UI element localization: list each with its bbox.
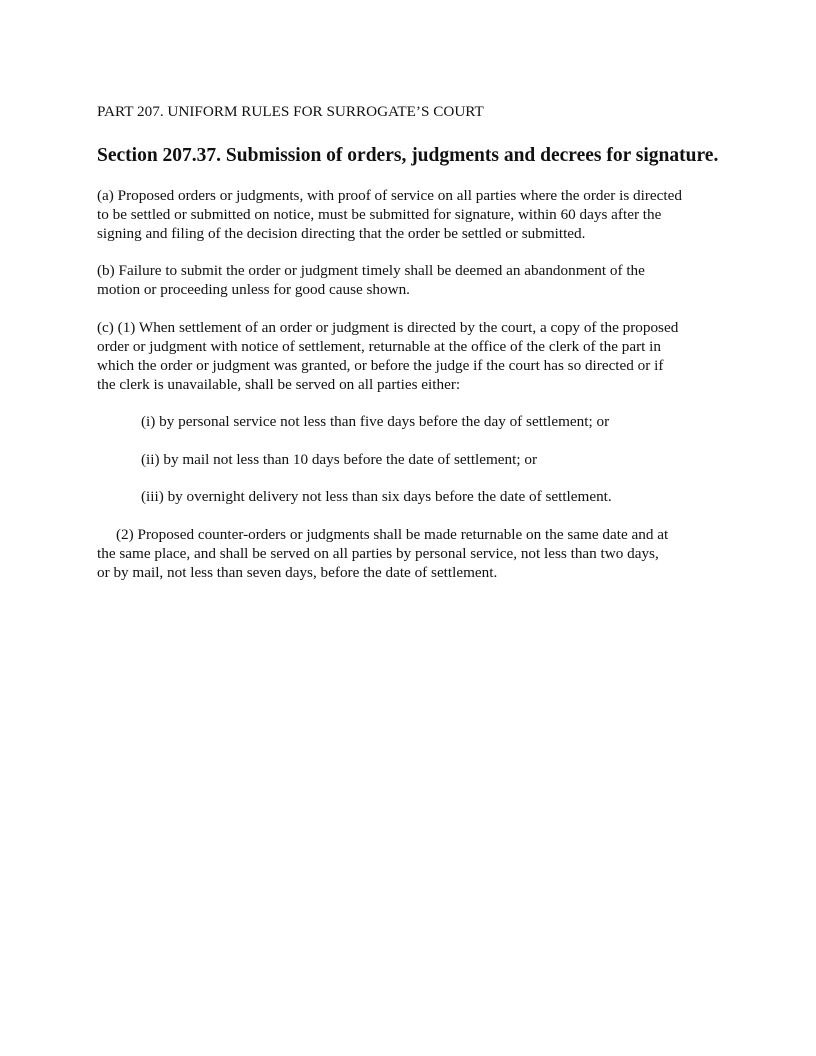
paragraph-line: (b) Failure to submit the order or judgment timely shall be deemed an abandonment of the	[97, 262, 645, 279]
list-item: (i) by personal service not less than five days before the day of settlement; or	[141, 413, 610, 430]
part-heading: PART 207. UNIFORM RULES FOR SURROGATE’S COURT	[97, 103, 484, 120]
paragraph-line: the clerk is unavailable, shall be served on all parties either:	[97, 376, 461, 393]
paragraph-line: (2) Proposed counter-orders or judgments shall be made returnable on the same date and at	[116, 526, 669, 543]
paragraph-line: or by mail, not less than seven days, before the date of settlement.	[97, 564, 498, 581]
list-item: (iii) by overnight delivery not less than six days before the date of settlement.	[141, 488, 612, 505]
paragraph-line: order or judgment with notice of settlement, returnable at the office of the clerk of the part in	[97, 338, 661, 355]
paragraph-line: signing and filing of the decision directing that the order be settled or submitted.	[97, 225, 586, 242]
section-title: Section 207.37. Submission of orders, judgments and decrees for signature.	[97, 145, 719, 166]
list-item: (ii) by mail not less than 10 days before the date of settlement; or	[141, 451, 538, 468]
paragraph-line: motion or proceeding unless for good cause shown.	[97, 281, 410, 298]
paragraph-line: (c) (1) When settlement of an order or judgment is directed by the court, a copy of the proposed	[97, 319, 679, 336]
paragraph-line: the same place, and shall be served on all parties by personal service, not less than two days,	[97, 545, 659, 562]
paragraph-line: which the order or judgment was granted, or before the judge if the court has so directed or if	[97, 357, 664, 374]
paragraph-line: (a) Proposed orders or judgments, with proof of service on all parties where the order is directed	[97, 187, 682, 204]
paragraph-line: to be settled or submitted on notice, must be submitted for signature, within 60 days after the	[97, 206, 662, 223]
